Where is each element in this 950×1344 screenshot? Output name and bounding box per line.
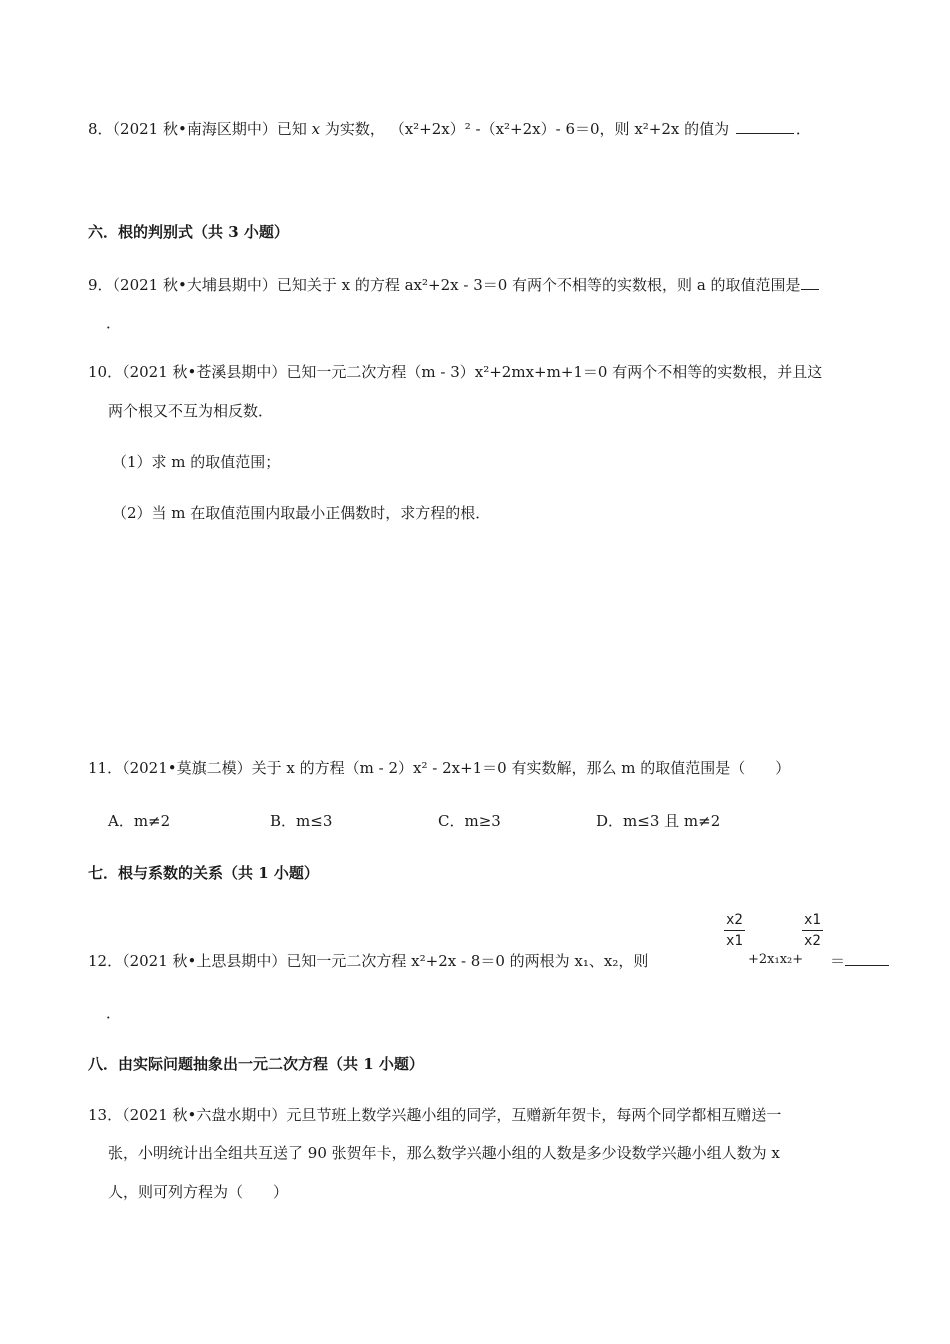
q13-line-2: 张，小明统计出全组共互送了 90 张贺年卡，那么数学兴趣小组的人数是多少设数学兴趣小组人数为 x bbox=[108, 1144, 780, 1162]
q12-fraction-1-numerator: x2 bbox=[724, 912, 745, 931]
q8-number: 8． bbox=[88, 120, 113, 138]
q11-option-d[interactable]: D．m≤3 且 m≠2 bbox=[596, 812, 721, 830]
q13-text-1: 元旦节班上数学兴趣小组的同学，互赠新年贺卡，每两个同学都相互赠送一 bbox=[286, 1106, 782, 1124]
q11-option-a[interactable]: A．m≠2 bbox=[108, 812, 171, 830]
q10-text-1: 已知一元二次方程（m ‑ 3）x²+2mx+m+1＝0 有两个不相等的实数根，并且这 bbox=[286, 363, 823, 381]
q12-text: 已知一元二次方程 x²+2x ‑ 8＝0 的两根为 x₁、x₂，则 bbox=[286, 952, 649, 970]
q13-source: （2021 秋•六盘水期中） bbox=[122, 1106, 287, 1124]
q12-fraction-1 bbox=[724, 912, 745, 949]
q8-expression: （x²+2x）² ‑（x²+2x）‑ 6＝0，则 x²+2x 的值为 bbox=[389, 120, 730, 138]
q11-line bbox=[88, 757, 790, 778]
q9-number: 9． bbox=[88, 276, 113, 294]
q12-line bbox=[88, 950, 648, 971]
q8-source: （2021 秋•南海区期中） bbox=[112, 120, 277, 138]
q9-text: 已知关于 x 的方程 ax²+2x ‑ 3＝0 有两个不相等的实数根，则 a 的取值范围是 bbox=[276, 276, 801, 294]
q12-fraction-2-denominator: x2 bbox=[804, 933, 821, 949]
q9-end: ． bbox=[106, 314, 122, 332]
q8-line bbox=[88, 118, 811, 139]
q9-line bbox=[88, 274, 819, 295]
q11-text: 关于 x 的方程（m ‑ 2）x² ‑ 2x+1＝0 有实数解，那么 m 的取值范围是（ ） bbox=[251, 759, 791, 777]
q10-line-1 bbox=[88, 361, 822, 382]
section-7-heading: 七．根与系数的关系（共 1 小题） bbox=[88, 864, 319, 882]
q10-number: 10． bbox=[88, 363, 123, 381]
q12-equals bbox=[830, 950, 889, 971]
q13-line-3: 人，则可列方程为（ ） bbox=[108, 1183, 289, 1201]
q10-part-1: （1）求 m 的取值范围； bbox=[112, 453, 281, 471]
q8-text-b: 为实数， bbox=[324, 120, 385, 138]
q9-source: （2021 秋•大埔县期中） bbox=[112, 276, 277, 294]
q9-answer-blank bbox=[801, 275, 819, 290]
q12-end: ． bbox=[106, 1004, 122, 1022]
q11-source: （2021•莫旗二模） bbox=[122, 759, 252, 777]
q10-line-2: 两个根又不互为相反数． bbox=[108, 402, 274, 420]
q8-answer-blank bbox=[736, 119, 794, 134]
q12-fraction-1-denominator: x1 bbox=[726, 933, 743, 949]
q11-option-c[interactable]: C．m≥3 bbox=[438, 812, 501, 830]
q10-part-2: （2）当 m 在取值范围内取最小正偶数时，求方程的根． bbox=[112, 504, 491, 522]
q12-fraction-2-numerator: x1 bbox=[802, 912, 823, 931]
q12-fraction-2 bbox=[802, 912, 823, 949]
q12-equals-sign: ＝ bbox=[830, 952, 846, 970]
section-8-heading: 八．由实际问题抽象出一元二次方程（共 1 小题） bbox=[88, 1055, 424, 1073]
q12-answer-blank bbox=[845, 951, 889, 966]
q12-source: （2021 秋•上思县期中） bbox=[122, 952, 287, 970]
q8-var-x: x bbox=[311, 120, 321, 138]
q8-text-a: 已知 bbox=[276, 120, 307, 138]
q10-source: （2021 秋•苍溪县期中） bbox=[122, 363, 287, 381]
q8-end: ． bbox=[795, 120, 811, 138]
q11-number: 11． bbox=[88, 759, 123, 777]
section-6-heading: 六．根的判别式（共 3 小题） bbox=[88, 223, 289, 241]
q12-number: 12． bbox=[88, 952, 123, 970]
q11-option-b[interactable]: B．m≤3 bbox=[270, 812, 333, 830]
q13-number: 13． bbox=[88, 1106, 123, 1124]
q13-line-1 bbox=[88, 1104, 781, 1125]
q12-middle-term: +2x₁x₂+ bbox=[748, 952, 804, 967]
